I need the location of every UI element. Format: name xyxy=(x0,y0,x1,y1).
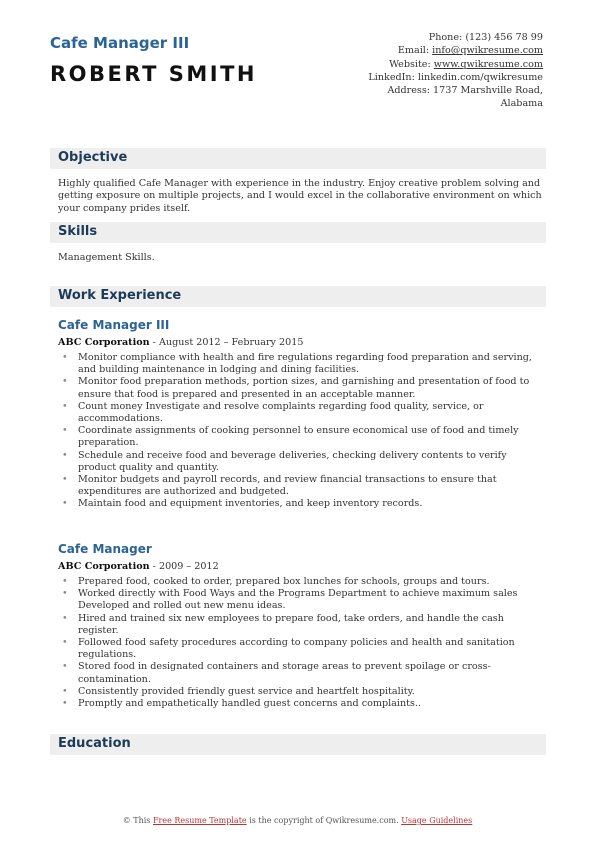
candidate-name: ROBERT SMITH xyxy=(50,62,257,86)
job-2-company: ABC Corporation xyxy=(58,561,150,572)
job-2-dates: - 2009 – 2012 xyxy=(149,561,219,572)
contact-website-label: Website: xyxy=(389,58,434,70)
objective-section-header xyxy=(50,148,546,169)
education-heading: Education xyxy=(58,736,131,751)
education-section-header xyxy=(50,734,546,755)
job-1-title: Cafe Manager III xyxy=(58,318,170,332)
contact-address-line2: Alabama xyxy=(500,98,543,110)
list-item: • Promptly and empathetically handled guest concerns and complaints.. xyxy=(62,698,546,710)
work-section-header xyxy=(50,286,546,307)
skills-heading: Skills xyxy=(58,224,98,239)
contact-website xyxy=(293,58,543,71)
job-1-bullets xyxy=(62,352,546,511)
job-2-company-line xyxy=(58,561,219,572)
list-item: • Stored food in designated containers and storage areas to prevent spoilage or cross-contamination. xyxy=(62,661,546,685)
list-item: • Monitor food preparation methods, portion sizes, and garnishing and presentation of food to ensure that food is prepared and presented in an acceptable manner. xyxy=(62,376,546,400)
work-heading: Work Experience xyxy=(58,288,182,303)
footer xyxy=(0,816,595,825)
list-item: • Prepared food, cooked to order, prepared box lunches for schools, groups and tours. xyxy=(62,576,546,588)
contact-email-link[interactable]: info@qwikresume.com xyxy=(432,45,543,57)
job-2-bullets xyxy=(62,576,546,710)
list-item: • Maintain food and equipment inventories, and keep inventory records. xyxy=(62,498,546,510)
list-item: • Schedule and receive food and beverage deliveries, checking delivery contents to verify product quality and quantity. xyxy=(62,450,546,474)
list-item: • Hired and trained six new employees to prepare food, take orders, and handle the cash register. xyxy=(62,613,546,637)
contact-email xyxy=(293,44,543,57)
contact-website-link[interactable]: www.qwikresume.com xyxy=(433,58,543,70)
footer-prefix: © This xyxy=(122,816,153,825)
contact-linkedin: LinkedIn: linkedin.com/qwikresume xyxy=(368,71,543,83)
contact-email-label: Email: xyxy=(397,45,433,57)
list-item: • Consistently provided friendly guest service and heartfelt hospitality. xyxy=(62,686,546,698)
contact-phone: Phone: (123) 456 78 99 xyxy=(428,32,543,43)
list-item: • Followed food safety procedures according to company policies and health and sanitation regulations. xyxy=(62,637,546,661)
skills-text: Management Skills. xyxy=(58,252,155,263)
usage-guidelines-link[interactable]: Usage Guidelines xyxy=(401,816,473,825)
list-item: • Monitor budgets and payroll records, and review financial transactions to ensure that expenditures are authorized and budgeted. xyxy=(62,474,546,498)
objective-heading: Objective xyxy=(58,150,128,165)
footer-middle: is the copyright of Qwikresume.com. xyxy=(246,816,402,825)
free-resume-template-link[interactable]: Free Resume Template xyxy=(152,816,247,825)
job-1-company: ABC Corporation xyxy=(58,337,150,348)
list-item: • Monitor compliance with health and fire regulations regarding food preparation and serving, and building maintenance in lodging and dining facilities. xyxy=(62,352,546,376)
job-2-title: Cafe Manager xyxy=(58,542,152,556)
list-item: • Worked directly with Food Ways and the Programs Department to achieve maximum sales Developed and rolled out new menu ideas. xyxy=(62,588,546,612)
list-item: • Count money Investigate and resolve complaints regarding food quality, service, or accommodations. xyxy=(62,401,546,425)
skills-section-header xyxy=(50,222,546,243)
list-item: • Coordinate assignments of cooking personnel to ensure economical use of food and timely preparation. xyxy=(62,425,546,449)
job-1-company-line xyxy=(58,337,303,348)
job-1-dates: - August 2012 – February 2015 xyxy=(149,337,304,348)
contact-address-line1: Address: 1737 Marshville Road, xyxy=(387,85,543,97)
contact-block xyxy=(293,31,543,111)
resume-job-title: Cafe Manager III xyxy=(50,34,190,52)
objective-text: Highly qualified Cafe Manager with experience in the industry. Enjoy creative problem solving and getting exposure on multiple projects, and I would excel in the collaborative environment on which your company prides itself. xyxy=(58,178,542,214)
